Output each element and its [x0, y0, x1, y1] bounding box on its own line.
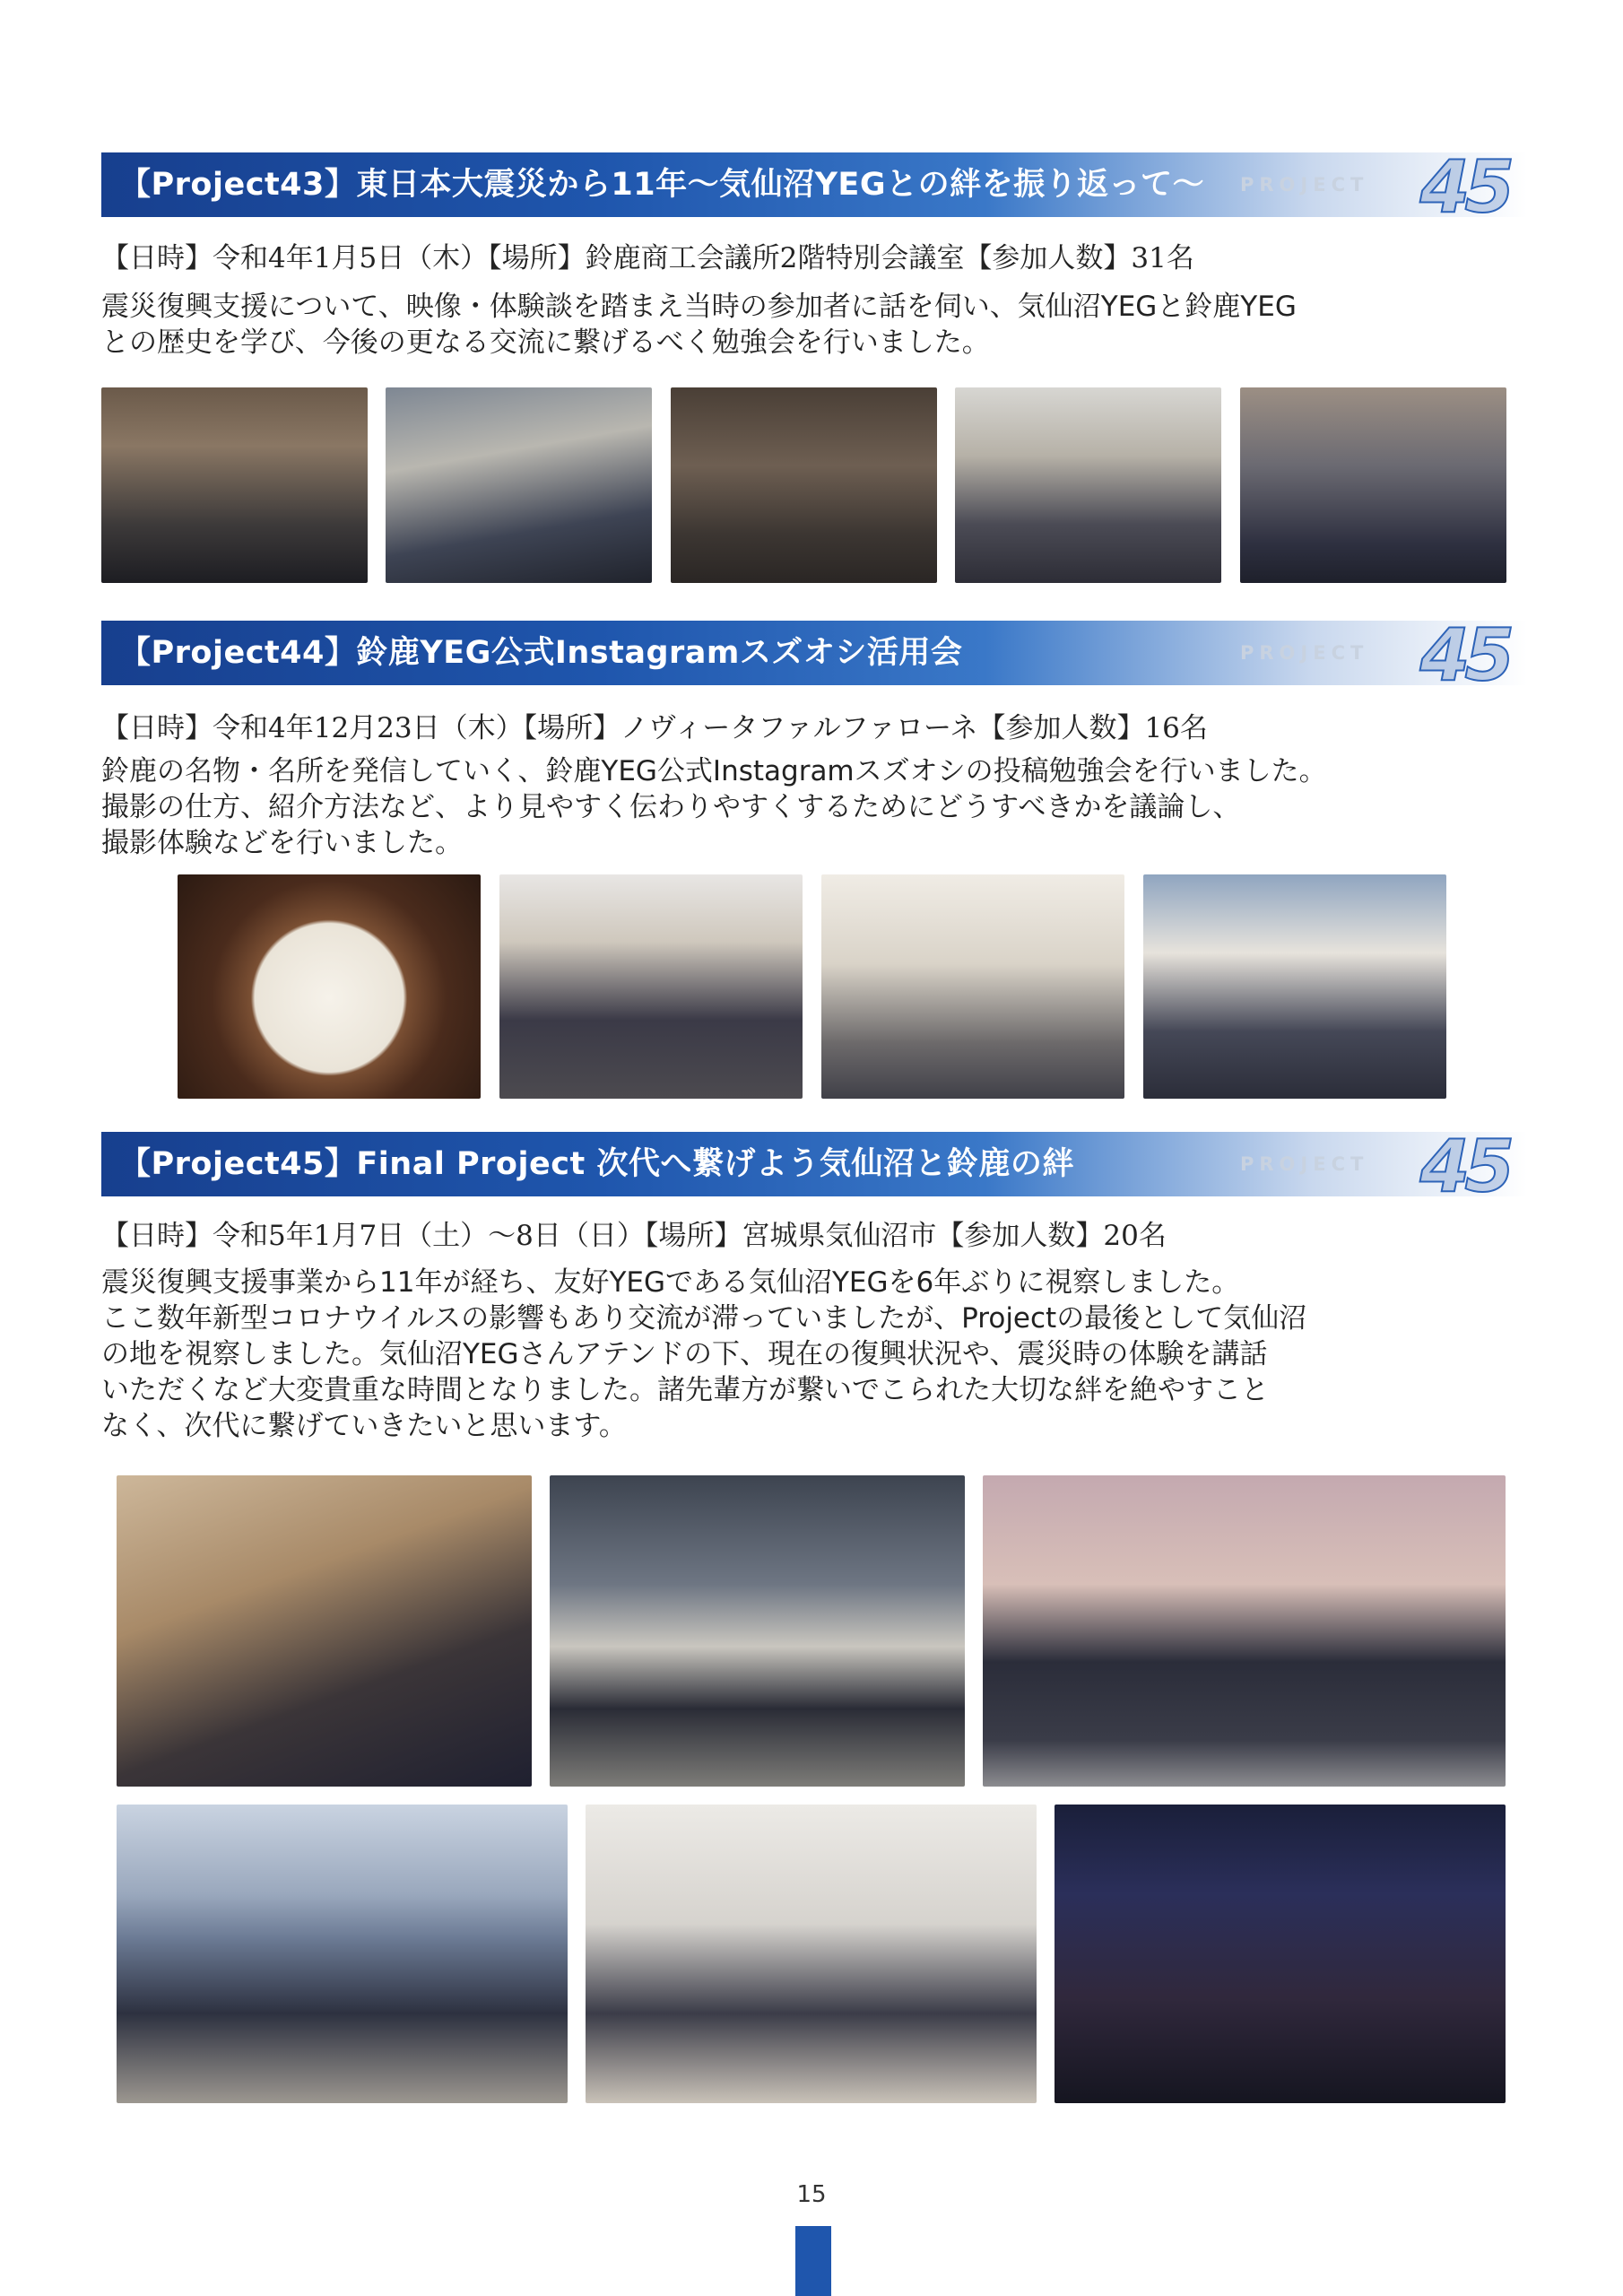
event-photo — [550, 1475, 965, 1787]
project45-logo: PROJECT 45 — [1240, 613, 1509, 697]
event-photo — [1240, 387, 1506, 583]
section-title: 【Project45】Final Project 次代へ繋げよう気仙沼と鈴鹿の絆 — [119, 1146, 1074, 1182]
event-photo — [821, 874, 1124, 1099]
project45-logo: PROJECT 45 — [1240, 1125, 1509, 1208]
section-banner-project45 — [101, 1125, 1527, 1208]
section-title: 【Project44】鈴鹿YEG公式Instagramスズオシ活用会 — [119, 635, 963, 671]
section-banner-project44 — [101, 613, 1527, 697]
section-title: 【Project43】東日本大震災から11年〜気仙沼YEGとの絆を振り返って〜 — [119, 167, 1205, 203]
event-photo — [178, 874, 481, 1099]
page-tab-marker — [795, 2226, 831, 2296]
event-meta: 【日時】令和4年1月5日（木）【場所】鈴鹿商工会議所2階特別会議室【参加人数】31名 — [101, 242, 1194, 274]
event-meta: 【日時】令和5年1月7日（土）〜8日（日）【場所】宮城県気仙沼市【参加人数】20名 — [101, 1220, 1167, 1252]
event-photo — [671, 387, 937, 583]
event-meta: 【日時】令和4年12月23日（木）【場所】ノヴィータファルファローネ【参加人数】16名 — [101, 712, 1208, 744]
event-photo — [386, 387, 652, 583]
event-description: 鈴鹿の名物・名所を発信していく、鈴鹿YEG公式Instagramスズオシの投稿勉強会を行いました。 撮影の仕方、紹介方法など、より見やすく伝わりやすくするためにどうすべきかを議論し、 撮影体験などを行いました。 — [101, 755, 1327, 859]
event-photo — [1055, 1805, 1506, 2103]
event-photo — [1143, 874, 1446, 1099]
event-description: 震災復興支援事業から11年が経ち、友好YEGである気仙沼YEGを6年ぶりに視察しました。 ここ数年新型コロナウイルスの影響もあり交流が滞っていましたが、Projectの最後として気仙沼 の地を視察しました。気仙沼YEGさんアテンドの下、現在の復興状況や、震災時の体験を講話 いただくなど大変貴重な時間となりました。諸先輩方が繋いでこられた大切な絆を絶やすこと なく、次代に繋げていきたいと思います。 — [101, 1266, 1307, 1442]
event-description: 震災復興支援について、映像・体験談を踏まえ当時の参加者に話を伺い、気仙沼YEGと鈴鹿YEG との歴史を学び、今後の更なる交流に繋げるべく勉強会を行いました。 — [101, 291, 1297, 359]
event-photo — [586, 1805, 1037, 2103]
event-photo — [983, 1475, 1506, 1787]
project45-logo: PROJECT 45 — [1240, 145, 1509, 229]
event-photo — [101, 387, 368, 583]
page-number: 15 — [796, 2181, 827, 2208]
event-photo — [117, 1805, 568, 2103]
section-banner-project43 — [101, 145, 1527, 229]
event-photo — [955, 387, 1221, 583]
event-photo — [499, 874, 803, 1099]
event-photo — [117, 1475, 532, 1787]
